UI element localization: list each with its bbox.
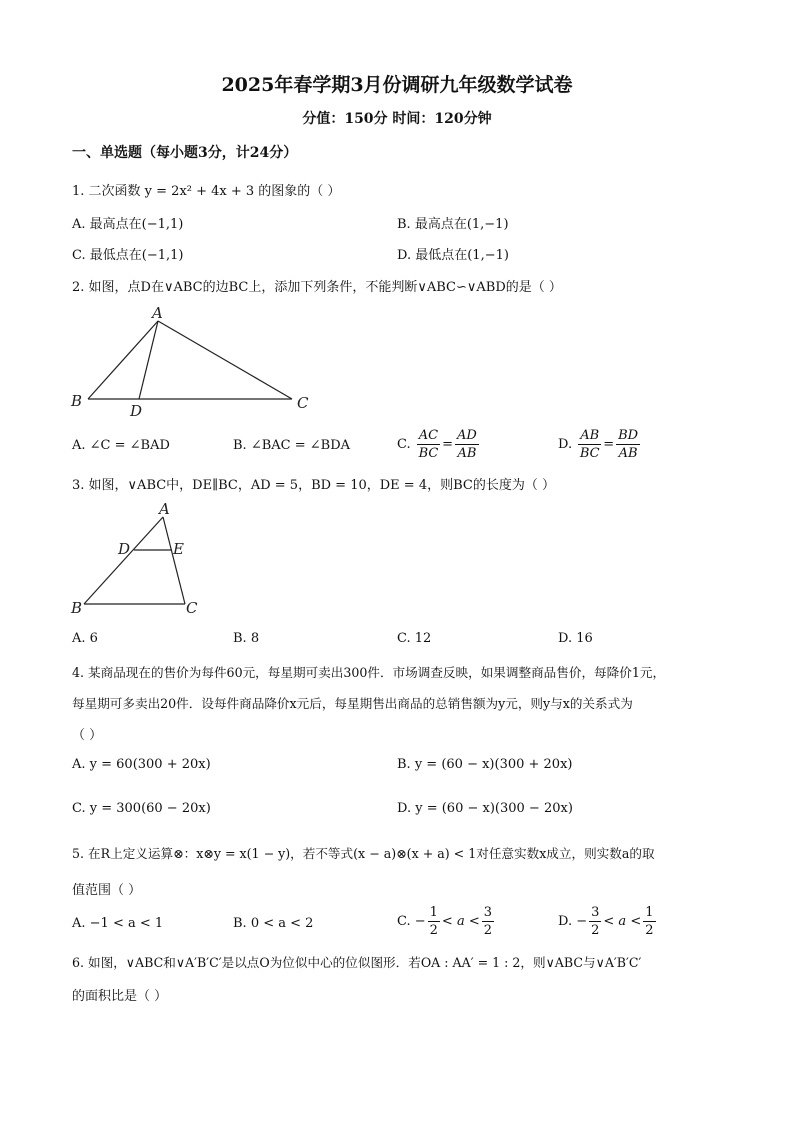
- q5-d-fraction-2: $\frac{1}{2}$: [645, 905, 654, 938]
- q2-stem: 2. 如图，点D在∨ABC的边BC上，添加下列条件，不能判断∨ABC∽∨ABD的是（ ）: [72, 280, 562, 295]
- q2-d-fraction-2: $\frac{BD}{AB}$: [618, 428, 639, 461]
- q4-option-a: A. y = 60(300 + 20x): [72, 757, 211, 772]
- q2-option-c: C. $\frac{AC}{BC}$ = $\frac{AD}{AB}$: [397, 428, 477, 461]
- q3-fig-label-c: C: [186, 599, 198, 617]
- q5-line-1: 5. 在R上定义运算⊗：x⊗y = x(1 − y)，若不等式(x − a)⊗(x + a) < 1对任意实数x成立，则实数a的取: [72, 846, 655, 861]
- page-subtitle: 分值：150分 时间：120分钟: [302, 111, 492, 127]
- q2-fig-label-b: B: [71, 392, 83, 410]
- q1-option-a: A. 最高点在(−1,1): [72, 217, 184, 232]
- q2-fig-label-a: A: [152, 304, 163, 322]
- q4-option-d: D. y = (60 − x)(300 − 20x): [397, 801, 573, 816]
- q3-option-d: D. 16: [558, 631, 593, 646]
- q1-option-c: C. 最低点在(−1,1): [72, 248, 184, 263]
- q3-option-b: B. 8: [233, 631, 260, 646]
- q5-d-fraction-1: $\frac{3}{2}$: [591, 905, 600, 938]
- q5-option-a: A. −1 < a < 1: [72, 916, 164, 931]
- q2-c-fraction-2: $\frac{AD}{AB}$: [457, 428, 477, 461]
- q4-line-2: 每星期可多卖出20件．设每件商品降价x元后，每星期售出商品的总销售额为y元，则y与x的关系式为: [72, 696, 633, 711]
- q1-option-d: D. 最低点在(1,−1): [397, 248, 509, 263]
- q3-fig-label-b: B: [71, 599, 83, 617]
- q5-option-b: B. 0 < a < 2: [233, 916, 314, 931]
- q4-line-3: （ ）: [72, 728, 103, 743]
- q1-option-b: B. 最高点在(1,−1): [397, 217, 509, 232]
- q3-triangle-figure: [66, 500, 216, 620]
- q2-option-a: A. ∠C = ∠BAD: [72, 438, 170, 453]
- q2-fig-label-c: C: [297, 394, 309, 412]
- q5-c-fraction-2: $\frac{3}{2}$: [483, 905, 493, 938]
- q6-line-1: 6. 如图，∨ABC和∨A′B′C′是以点O为位似中心的位似图形．若OA : AA′ = 1 : 2，则∨ABC与∨A′B′C′: [72, 955, 642, 970]
- q4-option-b: B. y = (60 − x)(300 + 20x): [397, 757, 573, 772]
- q5-line-2: 值范围（ ）: [72, 883, 142, 898]
- q2-d-fraction-1: $\frac{AB}{BC}$: [579, 428, 600, 461]
- q3-fig-label-d: D: [118, 540, 131, 558]
- q2-triangle-figure: [66, 300, 326, 425]
- q2-option-b: B. ∠BAC = ∠BDA: [233, 438, 351, 453]
- q3-stem: 3. 如图，∨ABC中，DE∥BC，AD = 5，BD = 10，DE = 4，则BC的长度为（ ）: [72, 478, 555, 493]
- q3-option-c: C. 12: [397, 631, 432, 646]
- q4-line-1: 4. 某商品现在的售价为每件60元，每星期可卖出300件．市场调查反映，如果调整商品售价，每降价1元，: [72, 665, 666, 680]
- q2-fig-label-d: D: [130, 402, 143, 420]
- q5-option-c: C. − $\frac{1}{2}$ < a < $\frac{3}{2}$: [397, 905, 493, 938]
- section-heading: 一、单选题（每小题3分，计24分）: [72, 145, 298, 161]
- q1-stem: 1. 二次函数 y = 2x² + 4x + 3 的图象的（ ）: [72, 184, 341, 199]
- q6-line-2: 的面积比是（ ）: [72, 989, 168, 1004]
- q4-option-c: C. y = 300(60 − 20x): [72, 801, 211, 816]
- q3-option-a: A. 6: [72, 631, 98, 646]
- q5-c-fraction-1: $\frac{1}{2}$: [429, 905, 438, 938]
- q3-fig-label-a: A: [159, 500, 170, 518]
- q3-fig-label-e: E: [173, 540, 184, 558]
- q2-option-d: D. $\frac{AB}{BC}$ = $\frac{BD}{AB}$: [558, 428, 639, 461]
- q5-option-d: D. − $\frac{3}{2}$ < a < $\frac{1}{2}$: [558, 905, 654, 938]
- q2-c-fraction-1: $\frac{AC}{BC}$: [418, 428, 439, 461]
- page-title: 2025年春学期3月份调研九年级数学试卷: [221, 74, 573, 96]
